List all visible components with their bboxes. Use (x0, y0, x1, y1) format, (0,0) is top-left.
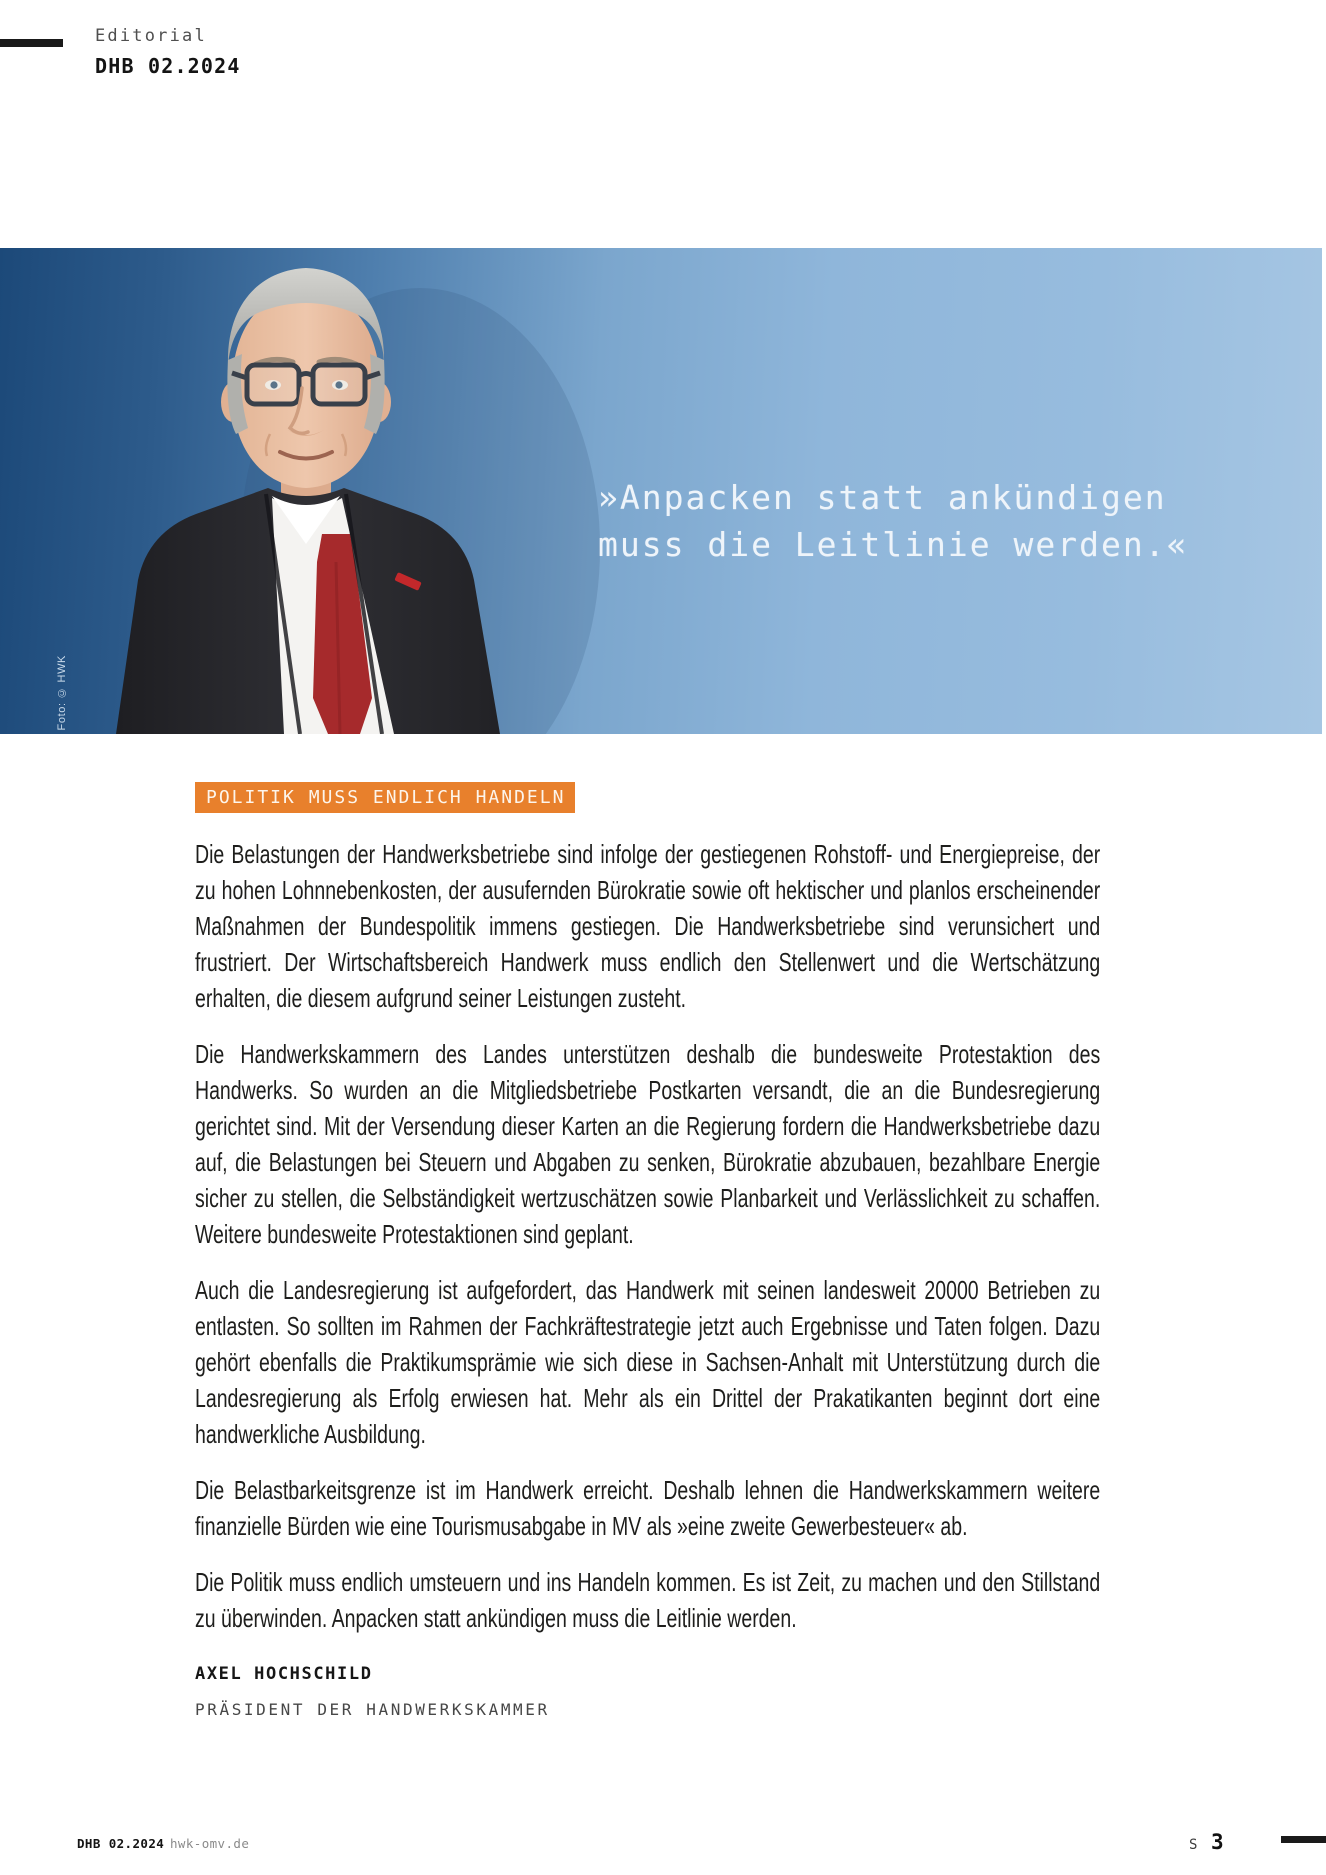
hero-photo (0, 248, 1322, 734)
section-label: Editorial (95, 26, 207, 46)
article-paragraph: Die Belastungen der Handwerksbetriebe sind infolge der gestiegenen Rohstoff- und Energiepreise, der zu hohen Lohnnebenkosten, der ausufernden Bürokratie sowie oft hektischer und planlos erscheinender Maßnahmen der Bundespolitik immens gestiegen. Die Handwerksbetriebe sind verunsichert und frustriert. Der Wirtschaftsbereich Handwerk muss endlich den Stellenwert und die Wertschätzung erhalten, die diesem aufgrund seiner Leistungen zusteht. (195, 839, 1101, 1013)
footer-page-label: S (1189, 1837, 1198, 1853)
article-paragraph: Die Politik muss endlich umsteuern und ins Handeln kommen. Es ist Zeit, zu machen und den Stillstand zu überwinden. Anpacken statt ankündigen muss die Leitlinie werden. (195, 1567, 1101, 1633)
author-title: PRÄSIDENT DER HANDWERKSKAMMER (195, 1700, 550, 1719)
article-paragraph: Die Belastbarkeitsgrenze ist im Handwerk erreicht. Deshalb lehnen die Handwerkskammern weitere finanzielle Bürden wie eine Tourismusabgabe in MV als »eine zweite Gewerbesteuer« ab. (195, 1475, 1101, 1541)
pull-quote-line: »Anpacken statt ankündigen (598, 478, 1167, 517)
photo-credit: Foto: © HWK (56, 654, 68, 730)
author-name: AXEL HOCHSCHILD (195, 1664, 373, 1684)
issue-label: DHB 02.2024 (95, 54, 241, 78)
pull-quote (598, 474, 1188, 568)
article-paragraph: Die Handwerkskammern des Landes unterstützen deshalb die bundesweite Protestaktion des Handwerks. So wurden an die Mitgliedsbetriebe Postkarten versandt, die an die Bundesregierung gerichtet sind. Mit der Versendung dieser Karten an die Regierung fordern die Handwerksbetriebe dazu auf, die Belastungen bei Steuern und Abgaben zu senken, Bürokratie abzubauen, bezahlbare Energie sicher zu stellen, die Selbständigkeit wertzuschätzen sowie Planbarkeit und Verlässlichkeit zu schaffen. Weitere bundesweite Protestaktionen sind geplant. (195, 1039, 1101, 1249)
footer-issue: DHB 02.2024 (77, 1836, 165, 1851)
footer-website-link[interactable]: hwk-omv.de (170, 1836, 250, 1851)
kicker-badge: POLITIK MUSS ENDLICH HANDELN (195, 782, 575, 813)
article-paragraph: Auch die Landesregierung ist aufgefordert, das Handwerk mit seinen landesweit 20000 Betrieben zu entlasten. So sollten im Rahmen der Fachkräftestrategie jetzt auch Ergebnisse und Taten folgen. Dazu gehört ebenfalls die Praktikumsprämie wie sich diese in Sachsen-Anhalt mit Unterstützung durch die Landesregierung als Erfolg erwiesen hat. Mehr als ein Drittel der Prakatikanten beginnt dort eine handwerkliche Ausbildung. (195, 1275, 1101, 1449)
footer-page-number: 3 (1211, 1830, 1224, 1854)
article-body (195, 836, 1100, 1636)
footer-rule (1281, 1836, 1326, 1843)
pull-quote-line: muss die Leitlinie werden.« (598, 525, 1189, 564)
header-rule (0, 39, 63, 47)
